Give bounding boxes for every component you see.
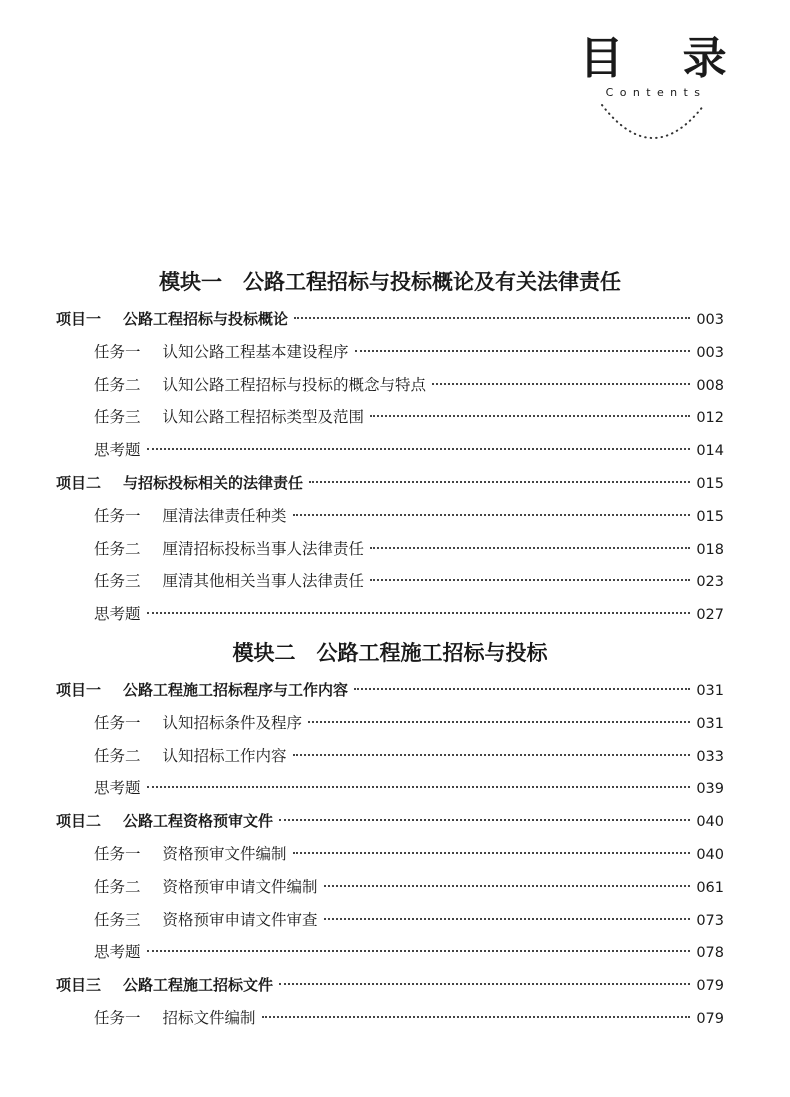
- entry-number: 项目一: [56, 310, 102, 328]
- page-number: 039: [696, 781, 724, 798]
- toc-entry-project[interactable]: [56, 805, 724, 838]
- entry-title: 招标文件编制: [162, 1008, 256, 1027]
- entry-title: 资格预审申请文件编制: [162, 877, 318, 896]
- dot-leader: [147, 448, 691, 450]
- page-number: 018: [696, 541, 724, 558]
- entry-title: 思考题: [94, 441, 141, 460]
- dot-leader: [147, 786, 691, 788]
- entry-label: [94, 838, 287, 871]
- toc-entry-task[interactable]: [56, 565, 724, 598]
- entry-title: 思考题: [94, 605, 141, 624]
- entry-label: [94, 707, 302, 740]
- toc-entry-task[interactable]: [56, 707, 724, 740]
- page-number: 023: [696, 574, 724, 591]
- entry-title: 与招标投标相关的法律责任: [123, 473, 304, 492]
- entry-label: [56, 303, 288, 336]
- entry-title: 资格预审文件编制: [162, 844, 287, 863]
- entry-label: [94, 500, 287, 533]
- entry-number: 任务三: [94, 572, 141, 591]
- entry-title: 公路工程施工招标程序与工作内容: [123, 680, 349, 699]
- toc-entry-project[interactable]: [56, 969, 724, 1002]
- page-number: 015: [696, 508, 724, 525]
- entry-number: 任务一: [94, 844, 141, 863]
- entry-label: [94, 434, 141, 467]
- toc-entry-task[interactable]: [56, 1002, 724, 1035]
- page-number: 079: [696, 978, 724, 995]
- entry-label: [94, 401, 364, 434]
- entry-number: 任务一: [94, 713, 141, 732]
- dot-leader: [354, 688, 690, 690]
- dotted-arc-ornament: [598, 101, 708, 141]
- toc-entry-task[interactable]: [56, 838, 724, 871]
- toc-entry-review[interactable]: [56, 936, 724, 969]
- entry-number: 任务一: [94, 342, 141, 361]
- entry-number: 任务一: [94, 506, 141, 525]
- entry-label: [94, 871, 318, 904]
- dot-leader: [279, 983, 690, 985]
- entry-label: [94, 598, 141, 631]
- entry-title: 厘清招标投标当事人法律责任: [162, 539, 365, 558]
- entry-title: 资格预审申请文件审查: [162, 910, 318, 929]
- dot-leader: [324, 918, 691, 920]
- entry-label: [94, 336, 349, 369]
- entry-number: 任务二: [94, 539, 141, 558]
- toc-entry-review[interactable]: [56, 772, 724, 805]
- entry-label: [94, 740, 287, 773]
- entry-number: 项目二: [56, 812, 102, 831]
- dot-leader: [293, 852, 691, 854]
- dot-leader: [262, 1016, 691, 1018]
- toc-entry-task[interactable]: [56, 904, 724, 937]
- dot-leader: [308, 721, 690, 723]
- toc-entry-project[interactable]: [56, 467, 724, 500]
- entry-title: 认知公路工程基本建设程序: [162, 342, 349, 361]
- toc-entry-review[interactable]: [56, 434, 724, 467]
- toc-entry-task[interactable]: [56, 369, 724, 402]
- dot-leader: [147, 612, 691, 614]
- page-number: 040: [696, 814, 724, 831]
- entry-number: 任务三: [94, 408, 141, 427]
- toc-entry-review[interactable]: [56, 598, 724, 631]
- entry-number: 任务一: [94, 1008, 141, 1027]
- entry-label: [94, 565, 364, 598]
- page-subtitle: Contents: [605, 86, 707, 99]
- page-number: 031: [696, 715, 724, 732]
- module-heading: 模块一 公路工程招标与投标概论及有关法律责任: [159, 269, 621, 294]
- entry-title: 厘清法律责任种类: [162, 506, 287, 525]
- page-number: 003: [696, 344, 724, 361]
- page-number: 008: [696, 377, 724, 394]
- entry-label: [94, 904, 318, 937]
- entry-label: [56, 805, 273, 838]
- entry-title: 认知招标工作内容: [162, 746, 287, 765]
- page-number: 014: [696, 443, 724, 460]
- entry-label: [94, 936, 141, 969]
- entry-number: 项目三: [56, 976, 102, 995]
- entry-label: [94, 1002, 256, 1035]
- dot-leader: [370, 547, 690, 549]
- entry-title: 认知招标条件及程序: [162, 713, 303, 732]
- entry-title: 认知公路工程招标类型及范围: [162, 408, 365, 427]
- page-number: 012: [696, 410, 724, 427]
- dot-leader: [355, 350, 691, 352]
- page-number: 073: [696, 912, 724, 929]
- entry-title: 厘清其他相关当事人法律责任: [162, 572, 365, 591]
- page-number: 061: [696, 879, 724, 896]
- toc-entry-project[interactable]: [56, 303, 724, 336]
- module-heading: 模块二 公路工程施工招标与投标: [232, 639, 548, 665]
- entry-number: 任务二: [94, 746, 141, 765]
- toc-entry-task[interactable]: [56, 871, 724, 904]
- entry-label: [94, 369, 426, 402]
- toc-entry-task[interactable]: [56, 336, 724, 369]
- page-number: 031: [696, 682, 724, 699]
- dot-leader: [370, 579, 690, 581]
- toc-entry-project[interactable]: [56, 674, 724, 707]
- dot-leader: [324, 885, 691, 887]
- toc-header: [578, 30, 749, 141]
- dot-leader: [293, 514, 691, 516]
- dot-leader: [309, 481, 690, 483]
- toc-entry-task[interactable]: [56, 401, 724, 434]
- entry-label: [94, 772, 141, 805]
- page-number: 015: [696, 475, 724, 492]
- toc-entry-task[interactable]: [56, 500, 724, 533]
- toc-entry-task[interactable]: [56, 740, 724, 773]
- page-number: 027: [696, 607, 724, 624]
- entry-label: [94, 533, 364, 566]
- page-title: 目 录: [579, 33, 749, 84]
- dot-leader: [370, 415, 690, 417]
- dot-leader: [279, 819, 690, 821]
- entry-title: 思考题: [94, 779, 141, 798]
- dot-leader: [432, 383, 690, 385]
- page-number: 078: [696, 945, 724, 962]
- entry-number: 项目一: [56, 680, 102, 699]
- entry-number: 任务三: [94, 910, 141, 929]
- table-of-contents: [56, 260, 724, 1035]
- dot-leader: [293, 754, 691, 756]
- toc-entry-task[interactable]: [56, 533, 724, 566]
- page-number: 003: [696, 312, 724, 328]
- entry-number: 任务二: [94, 877, 141, 896]
- page-number: 079: [696, 1010, 724, 1027]
- entry-title: 认知公路工程招标与投标的概念与特点: [162, 375, 427, 394]
- dot-leader: [147, 950, 691, 952]
- page-number: 040: [696, 846, 724, 863]
- entry-title: 公路工程施工招标文件: [123, 976, 274, 995]
- entry-label: [56, 467, 303, 500]
- page-number: 033: [696, 748, 724, 765]
- entry-number: 任务二: [94, 375, 141, 394]
- entry-number: 项目二: [56, 473, 102, 492]
- entry-title: 公路工程招标与投标概论: [123, 310, 289, 328]
- entry-title: 思考题: [94, 943, 141, 962]
- entry-title: 公路工程资格预审文件: [123, 812, 274, 831]
- dot-leader: [294, 317, 690, 319]
- entry-label: [56, 969, 273, 1002]
- entry-label: [56, 674, 348, 707]
